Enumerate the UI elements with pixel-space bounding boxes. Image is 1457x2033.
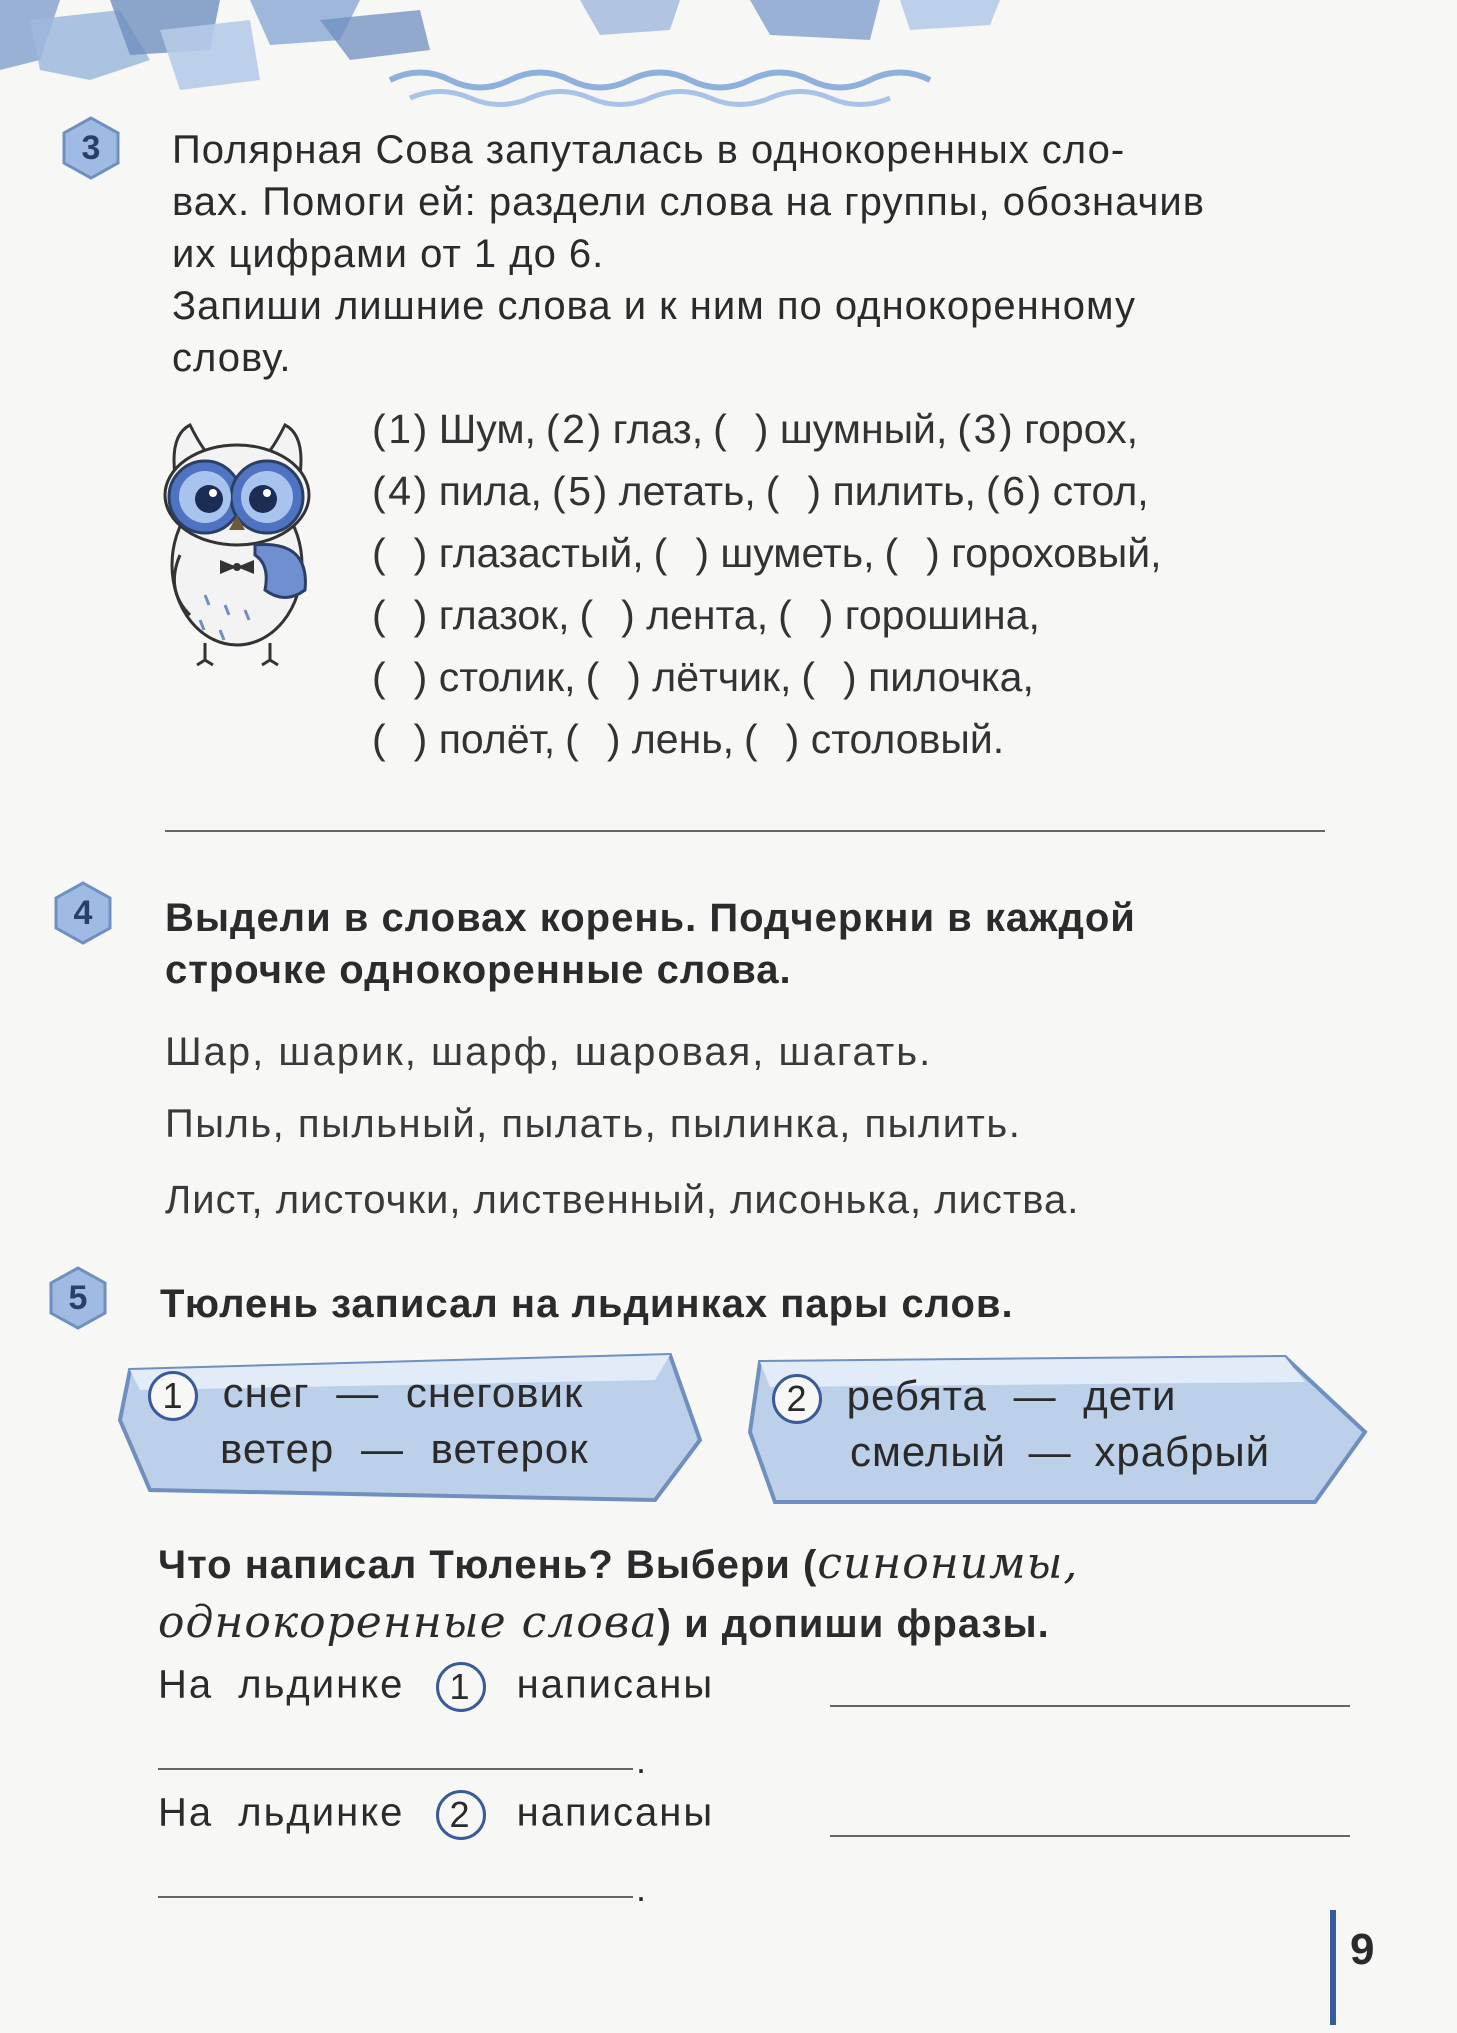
task5-instruction: Тюлень записал на льдинках пары слов. — [160, 1282, 1014, 1326]
word: лётчик, — [652, 654, 792, 700]
task-number: 4 — [73, 893, 93, 932]
word-item[interactable] — [372, 654, 576, 700]
bracket: ) — [593, 468, 619, 514]
word-pair: ребята — дети — [846, 1372, 1177, 1419]
word: пилить, — [832, 468, 976, 514]
word-row — [372, 646, 1372, 708]
instruction-line: слову. — [172, 336, 292, 380]
answer-line — [165, 830, 1325, 832]
bracket: ) — [807, 468, 833, 514]
word: лента, — [646, 592, 769, 638]
bracket: ( — [372, 406, 386, 452]
ice-blocks-decoration — [0, 0, 1457, 130]
word-item[interactable] — [586, 654, 792, 700]
group-number-slot[interactable]: 1 — [388, 406, 412, 452]
option-same-root-words[interactable]: однокоренные слова — [158, 1597, 658, 1648]
bracket: ) — [819, 592, 845, 638]
word-item[interactable] — [372, 592, 570, 638]
word-row — [372, 460, 1372, 522]
group-number-slot[interactable]: 6 — [1002, 468, 1025, 514]
bracket: ) — [627, 654, 653, 700]
bracket: ) — [413, 468, 439, 514]
bracket: ) — [606, 716, 632, 762]
word-item[interactable] — [565, 716, 734, 762]
task-number-badge — [45, 1265, 111, 1331]
word: гороховый, — [951, 530, 1162, 576]
group-number-slot[interactable]: 4 — [388, 468, 412, 514]
word-list — [372, 398, 1372, 770]
word-item[interactable] — [654, 530, 875, 576]
answer-prefix: На льдинке — [158, 1790, 405, 1835]
word: глаз, — [612, 406, 704, 452]
bracket: ( — [713, 406, 727, 452]
word: шумный, — [779, 406, 948, 452]
word-line[interactable]: Шар, шарик, шарф, шаровая, шагать. — [165, 1030, 933, 1074]
group-number-slot[interactable]: 2 — [562, 406, 585, 452]
bracket: ( — [372, 592, 386, 638]
instruction-line: Выдели в словах корень. Подчеркни в каждой — [165, 896, 1136, 940]
floe-number: 2 — [436, 1790, 486, 1840]
instruction-line: строчке однокоренные слова. — [165, 948, 792, 992]
bracket: ( — [565, 716, 579, 762]
answer-suffix: написаны — [516, 1790, 715, 1835]
bracket: ( — [372, 468, 386, 514]
word-item[interactable] — [552, 468, 756, 514]
word-row — [372, 584, 1372, 646]
answer-input-line[interactable] — [830, 1835, 1350, 1837]
bracket: ) — [754, 406, 780, 452]
word-item[interactable] — [372, 716, 555, 762]
word-item[interactable] — [546, 406, 703, 452]
bracket: ( — [585, 654, 600, 700]
word-line[interactable]: Лист, листочки, лиственный, лисонька, листва. — [165, 1178, 1080, 1222]
answer-row-1 — [158, 1662, 714, 1712]
bracket: ( — [765, 468, 780, 514]
bracket: ( — [778, 592, 792, 638]
bracket: ) — [413, 592, 439, 638]
bracket: ) — [413, 654, 439, 700]
word-item[interactable] — [372, 530, 644, 576]
word-pair: ветер — ветерок — [220, 1425, 589, 1472]
task-number: 3 — [81, 128, 101, 167]
word: летать, — [618, 468, 756, 514]
word: глазок, — [438, 592, 570, 638]
bracket: ( — [653, 530, 668, 576]
word: пилочка, — [868, 654, 1034, 700]
group-number-slot[interactable]: 5 — [568, 468, 591, 514]
bracket: ( — [372, 530, 386, 576]
bracket: ( — [744, 716, 758, 762]
group-number-slot[interactable]: 3 — [973, 406, 997, 452]
word-pair: смелый — храбрый — [850, 1428, 1271, 1475]
bracket: ) — [413, 406, 439, 452]
word-item[interactable] — [778, 592, 1040, 638]
word: Шум, — [438, 406, 536, 452]
word-item[interactable] — [580, 592, 769, 638]
page-number: 9 — [1350, 1925, 1375, 1974]
bracket: ) — [413, 530, 439, 576]
task5-question — [158, 1535, 1358, 1653]
task-number: 5 — [68, 1278, 88, 1317]
word-pair: снег — снеговик — [222, 1369, 584, 1416]
word-item[interactable] — [801, 654, 1034, 700]
question-text: ) и допиши фразы. — [657, 1602, 1050, 1646]
word-row — [372, 398, 1372, 460]
word-row — [372, 708, 1372, 770]
bracket: ) — [926, 530, 952, 576]
word: глазастый, — [438, 530, 644, 576]
instruction-line: вах. Помоги ей: раздели слова на группы, обозначив — [172, 180, 1205, 224]
floe-number: 1 — [436, 1662, 486, 1712]
bracket: ( — [801, 654, 816, 700]
floe-number: 1 — [148, 1371, 198, 1421]
word-item[interactable] — [713, 406, 947, 452]
answer-input-line[interactable] — [158, 1896, 633, 1898]
owl-illustration — [145, 415, 330, 670]
word-row — [372, 522, 1372, 584]
bracket: ( — [985, 468, 1000, 514]
period: . — [636, 1740, 647, 1781]
ice-floe-2-text — [772, 1368, 1270, 1480]
word-item[interactable] — [372, 468, 542, 514]
option-synonyms[interactable]: синонимы, — [817, 1538, 1079, 1589]
bracket: ) — [695, 530, 721, 576]
page-number-bar — [1330, 1910, 1336, 2025]
bracket: ( — [551, 468, 566, 514]
word-item[interactable] — [372, 406, 536, 452]
word-item[interactable] — [884, 530, 1161, 576]
answer-prefix: На льдинке — [158, 1662, 405, 1707]
floe-number: 2 — [772, 1374, 822, 1424]
task-number-badge — [50, 880, 116, 946]
word: шуметь, — [720, 530, 875, 576]
word: лень, — [631, 716, 734, 762]
answer-input-line[interactable] — [830, 1705, 1350, 1707]
ice-floe-1-text — [148, 1365, 589, 1477]
bracket: ) — [587, 406, 613, 452]
question-text: Что написал Тюлень? Выбери ( — [158, 1543, 818, 1587]
word-item[interactable] — [957, 406, 1138, 452]
word: столик, — [438, 654, 576, 700]
word-item[interactable] — [986, 468, 1149, 514]
bracket: ( — [884, 530, 899, 576]
instruction-line: Запиши лишние слова и к ним по однокоренному — [172, 284, 1136, 328]
bracket: ( — [545, 406, 560, 452]
word: пила, — [438, 468, 542, 514]
task4-instruction — [165, 892, 1360, 996]
word-item[interactable] — [744, 716, 1004, 762]
word: полёт, — [438, 716, 556, 762]
bracket: ( — [957, 406, 972, 452]
bracket: ) — [999, 406, 1025, 452]
word: столовый. — [810, 716, 1005, 762]
task3-instruction — [172, 124, 1367, 384]
word: стол, — [1052, 468, 1149, 514]
word: горошина, — [844, 592, 1040, 638]
bracket: ( — [372, 654, 386, 700]
bracket: ) — [621, 592, 647, 638]
task-number-badge — [58, 115, 124, 181]
bracket: ) — [843, 654, 869, 700]
word-line[interactable]: Пыль, пыльный, пылать, пылинка, пылить. — [165, 1102, 1022, 1146]
answer-input-line[interactable] — [158, 1768, 633, 1770]
word: горох, — [1024, 406, 1138, 452]
instruction-line: Полярная Сова запуталась в однокоренных сло- — [172, 128, 1126, 172]
word-item[interactable] — [766, 468, 976, 514]
bracket: ( — [372, 716, 386, 762]
period: . — [636, 1868, 647, 1909]
bracket: ) — [413, 716, 439, 762]
answer-row-2 — [158, 1790, 714, 1840]
bracket: ) — [785, 716, 811, 762]
instruction-line: их цифрами от 1 до 6. — [172, 232, 605, 276]
bracket: ( — [579, 592, 594, 638]
answer-suffix: написаны — [516, 1662, 715, 1707]
bracket: ) — [1027, 468, 1053, 514]
